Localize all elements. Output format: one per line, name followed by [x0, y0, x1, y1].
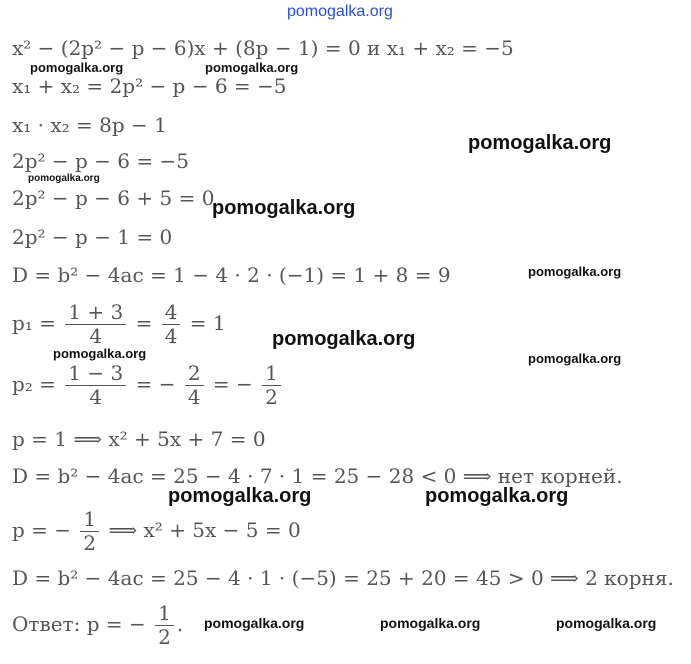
watermark: pomogalka.org [53, 346, 147, 361]
case-p2-lhs: p = − [12, 518, 72, 542]
watermark-top: pomogalka.org [287, 3, 393, 20]
fraction-denominator: 2 [158, 625, 171, 649]
watermark: pomogalka.org [212, 197, 356, 219]
case-p2-rhs: ⟹ x² + 5x − 5 = 0 [108, 518, 301, 542]
equation-line-6: 2p² − p − 1 = 0 [12, 225, 173, 249]
root-p2-lhs: p₂ = [12, 372, 56, 396]
answer-line [12, 602, 183, 649]
fraction [162, 301, 181, 348]
fraction-numerator: 4 [162, 301, 181, 325]
fraction-numerator: 2 [185, 362, 204, 386]
fraction-denominator: 4 [164, 324, 178, 348]
watermark: pomogalka.org [468, 132, 612, 154]
fraction-denominator: 2 [83, 531, 97, 555]
fraction-numerator: 1 [155, 602, 174, 626]
equation-line-2: x₁ + x₂ = 2p² − p − 6 = −5 [12, 74, 287, 98]
fraction-numerator: 1 [80, 508, 99, 532]
discriminant-line-1: D = b² − 4ac = 1 − 4 · 2 · (−1) = 1 + 8 = 9 [12, 263, 451, 287]
fraction [155, 602, 174, 649]
equation-line-3: x₁ · x₂ = 8p − 1 [12, 113, 167, 137]
fraction [185, 362, 204, 409]
watermark: pomogalka.org [272, 328, 416, 350]
equation-line-5: 2p² − p − 6 + 5 = 0 [12, 186, 215, 210]
case-p1-line: p = 1 ⟹ x² + 5x + 7 = 0 [12, 427, 266, 451]
fraction [262, 362, 281, 409]
equation-line-1: x² − (2p² − p − 6)x + (8p − 1) = 0 и x₁ + x₂ = −5 [12, 36, 514, 60]
fraction [80, 508, 99, 555]
case-p2-line [12, 508, 301, 555]
watermark: pomogalka.org [204, 615, 305, 631]
discriminant-line-3: D = b² − 4ac = 25 − 4 · 1 · (−5) = 25 + 20 = 45 > 0 ⟹ 2 корня. [12, 566, 674, 590]
fraction-denominator: 4 [89, 324, 103, 348]
watermark: pomogalka.org [205, 60, 299, 75]
equals-minus-sign: = − [212, 372, 253, 396]
root-p2-line [12, 362, 284, 409]
watermark: pomogalka.org [528, 351, 622, 366]
fraction [65, 362, 126, 409]
root-p1-line [12, 301, 226, 348]
watermark: pomogalka.org [30, 60, 124, 75]
answer-period: . [176, 612, 184, 636]
watermark: pomogalka.org [168, 485, 312, 507]
fraction-denominator: 4 [187, 385, 201, 409]
watermark: pomogalka.org [28, 173, 100, 184]
equation-line-4: 2p² − p − 6 = −5 [12, 149, 189, 173]
equals-sign: = [135, 311, 153, 335]
fraction-denominator: 2 [265, 385, 278, 409]
discriminant-line-2: D = b² − 4ac = 25 − 4 · 7 · 1 = 25 − 28 < 0 ⟹ нет корней. [12, 464, 623, 488]
watermark: pomogalka.org [425, 485, 569, 507]
watermark: pomogalka.org [556, 615, 657, 631]
fraction-numerator: 1 − 3 [65, 362, 126, 386]
fraction-numerator: 1 + 3 [65, 301, 126, 325]
root-p1-lhs: p₁ = [12, 311, 56, 335]
fraction [65, 301, 126, 348]
answer-lhs: p = − [86, 612, 146, 636]
fraction-numerator: 1 [262, 362, 281, 386]
watermark: pomogalka.org [528, 264, 622, 279]
answer-label: Ответ: [12, 612, 81, 636]
equals-minus-sign: = − [135, 372, 176, 396]
root-p1-rhs: = 1 [189, 311, 226, 335]
watermark: pomogalka.org [380, 615, 481, 631]
fraction-denominator: 4 [89, 385, 103, 409]
